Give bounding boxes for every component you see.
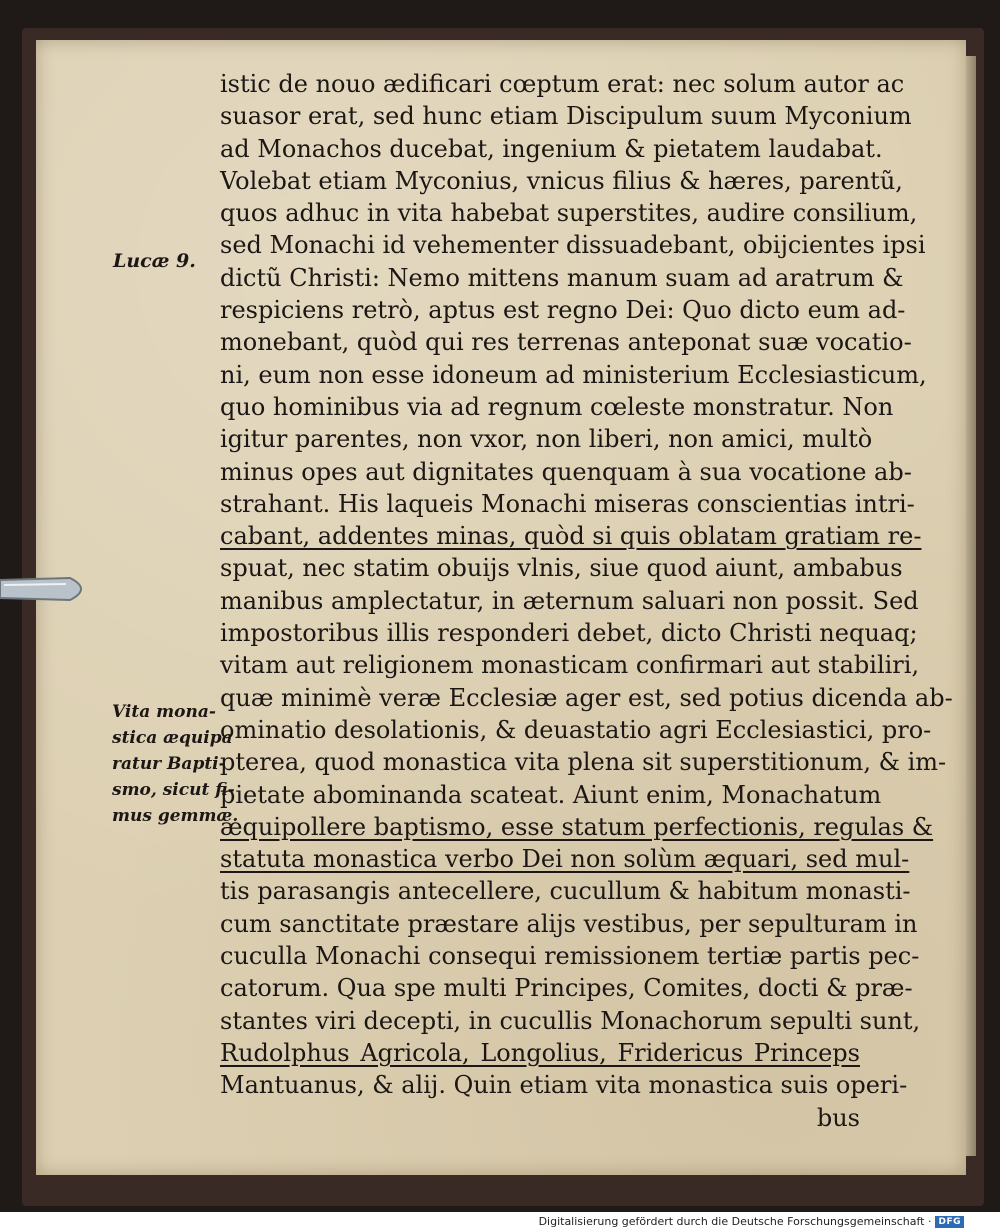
margin-note-vita xyxy=(112,699,239,829)
margin-note-line: mus gemmæ. xyxy=(112,806,239,826)
footer-credit xyxy=(539,1213,964,1230)
text-line-underlined: æquipollere baptismo, esse statum perfectionis, regulas & xyxy=(220,812,934,841)
text-line: pterea, quod monastica vita plena sit superstitionum, & im- xyxy=(220,748,947,777)
text-line: catorum. Qua spe multi Principes, Comites, docti & præ- xyxy=(220,974,913,1003)
catchword: bus xyxy=(816,1103,860,1132)
text-line: ad Monachos ducebat, ingenium & pietatem laudabat. xyxy=(220,134,883,163)
text-line-underlined: cabant, addentes minas, quòd si quis oblatam gratiam re- xyxy=(220,522,922,551)
text-line: spuat, nec statim obuijs vlnis, siue quod aiunt, ambabus xyxy=(220,554,903,583)
text-line: ni, eum non esse idoneum ad ministerium Ecclesiasticum, xyxy=(220,360,927,389)
margin-note-luke: Lucæ 9. xyxy=(113,250,196,272)
text-line: quo hominibus via ad regnum cœleste monstratur. Non xyxy=(220,392,894,421)
text-line: quæ minimè veræ Ecclesiæ ager est, sed potius dicenda ab- xyxy=(220,683,953,712)
margin-note-line: ratur Bapti- xyxy=(112,754,226,774)
text-line: quos adhuc in vita habebat superstites, audire consilium, xyxy=(220,199,918,228)
text-line: cum sanctitate præstare alijs vestibus, per sepulturam in xyxy=(220,909,918,938)
text-line: igitur parentes, non vxor, non liberi, non amici, multò xyxy=(220,425,873,454)
text-line: istic de nouo ædificari cœptum erat: nec solum autor ac xyxy=(220,70,905,98)
text-line: manibus amplectatur, in æternum saluari non possit. Sed xyxy=(220,586,919,615)
text-line: impostoribus illis responderi debet, dicto Christi nequaq; xyxy=(220,619,918,648)
text-line: stantes viri decepti, in cucullis Monachorum sepulti sunt, xyxy=(220,1006,921,1035)
text-line: cuculla Monachi consequi remissionem tertiæ partis pec- xyxy=(220,942,920,971)
text-line: Volebat etiam Myconius, vnicus filius & hæres, parentũ, xyxy=(220,166,903,195)
text-line: ominatio desolationis, & deuastatio agri Ecclesiastici, pro- xyxy=(220,715,932,744)
text-line: minus opes aut dignitates quenquam à sua vocatione ab- xyxy=(220,457,912,486)
text-line: vitam aut religionem monasticam confirmari aut stabiliri, xyxy=(220,651,920,680)
dfg-logo: DFG xyxy=(935,1216,964,1228)
page-edge xyxy=(966,56,976,1156)
margin-note-line: stica æquipa xyxy=(112,728,233,748)
footer-text: Digitalisierung gefördert durch die Deutsche Forschungsgemeinschaft · xyxy=(538,1215,932,1228)
text-line: dictũ Christi: Nemo mittens manum suam ad aratrum & xyxy=(220,263,904,292)
text-line: suasor erat, sed hunc etiam Discipulum suum Myconium xyxy=(220,102,912,131)
text-line: pietate abominanda scateat. Aiunt enim, Monachatum xyxy=(220,780,882,809)
text-line: Mantuanus, & alij. Quin etiam vita monastica suis operi- xyxy=(220,1071,908,1100)
text-line-underlined: Rudolphus Agricola, Longolius, Fridericus Princeps xyxy=(220,1038,860,1067)
text-line: sed Monachi id vehementer dissuadebant, obijcientes ipsi xyxy=(220,231,926,260)
margin-note-line: smo, sicut fi- xyxy=(112,780,235,800)
text-line: tis parasangis antecellere, cucullum & habitum monasti- xyxy=(220,877,911,906)
text-line: monebant, quòd qui res terrenas anteponat suæ vocatio- xyxy=(220,328,912,357)
main-text-block xyxy=(220,68,953,1134)
margin-note-line: Vita mona- xyxy=(112,702,216,722)
text-line: respiciens retrò, aptus est regno Dei: Quo dicto eum ad- xyxy=(220,296,906,325)
text-line-underlined: statuta monastica verbo Dei non solùm æquari, sed mul- xyxy=(220,845,910,874)
page-clip-icon xyxy=(0,572,92,606)
text-line: strahant. His laqueis Monachi miseras conscientias intri- xyxy=(220,489,915,518)
